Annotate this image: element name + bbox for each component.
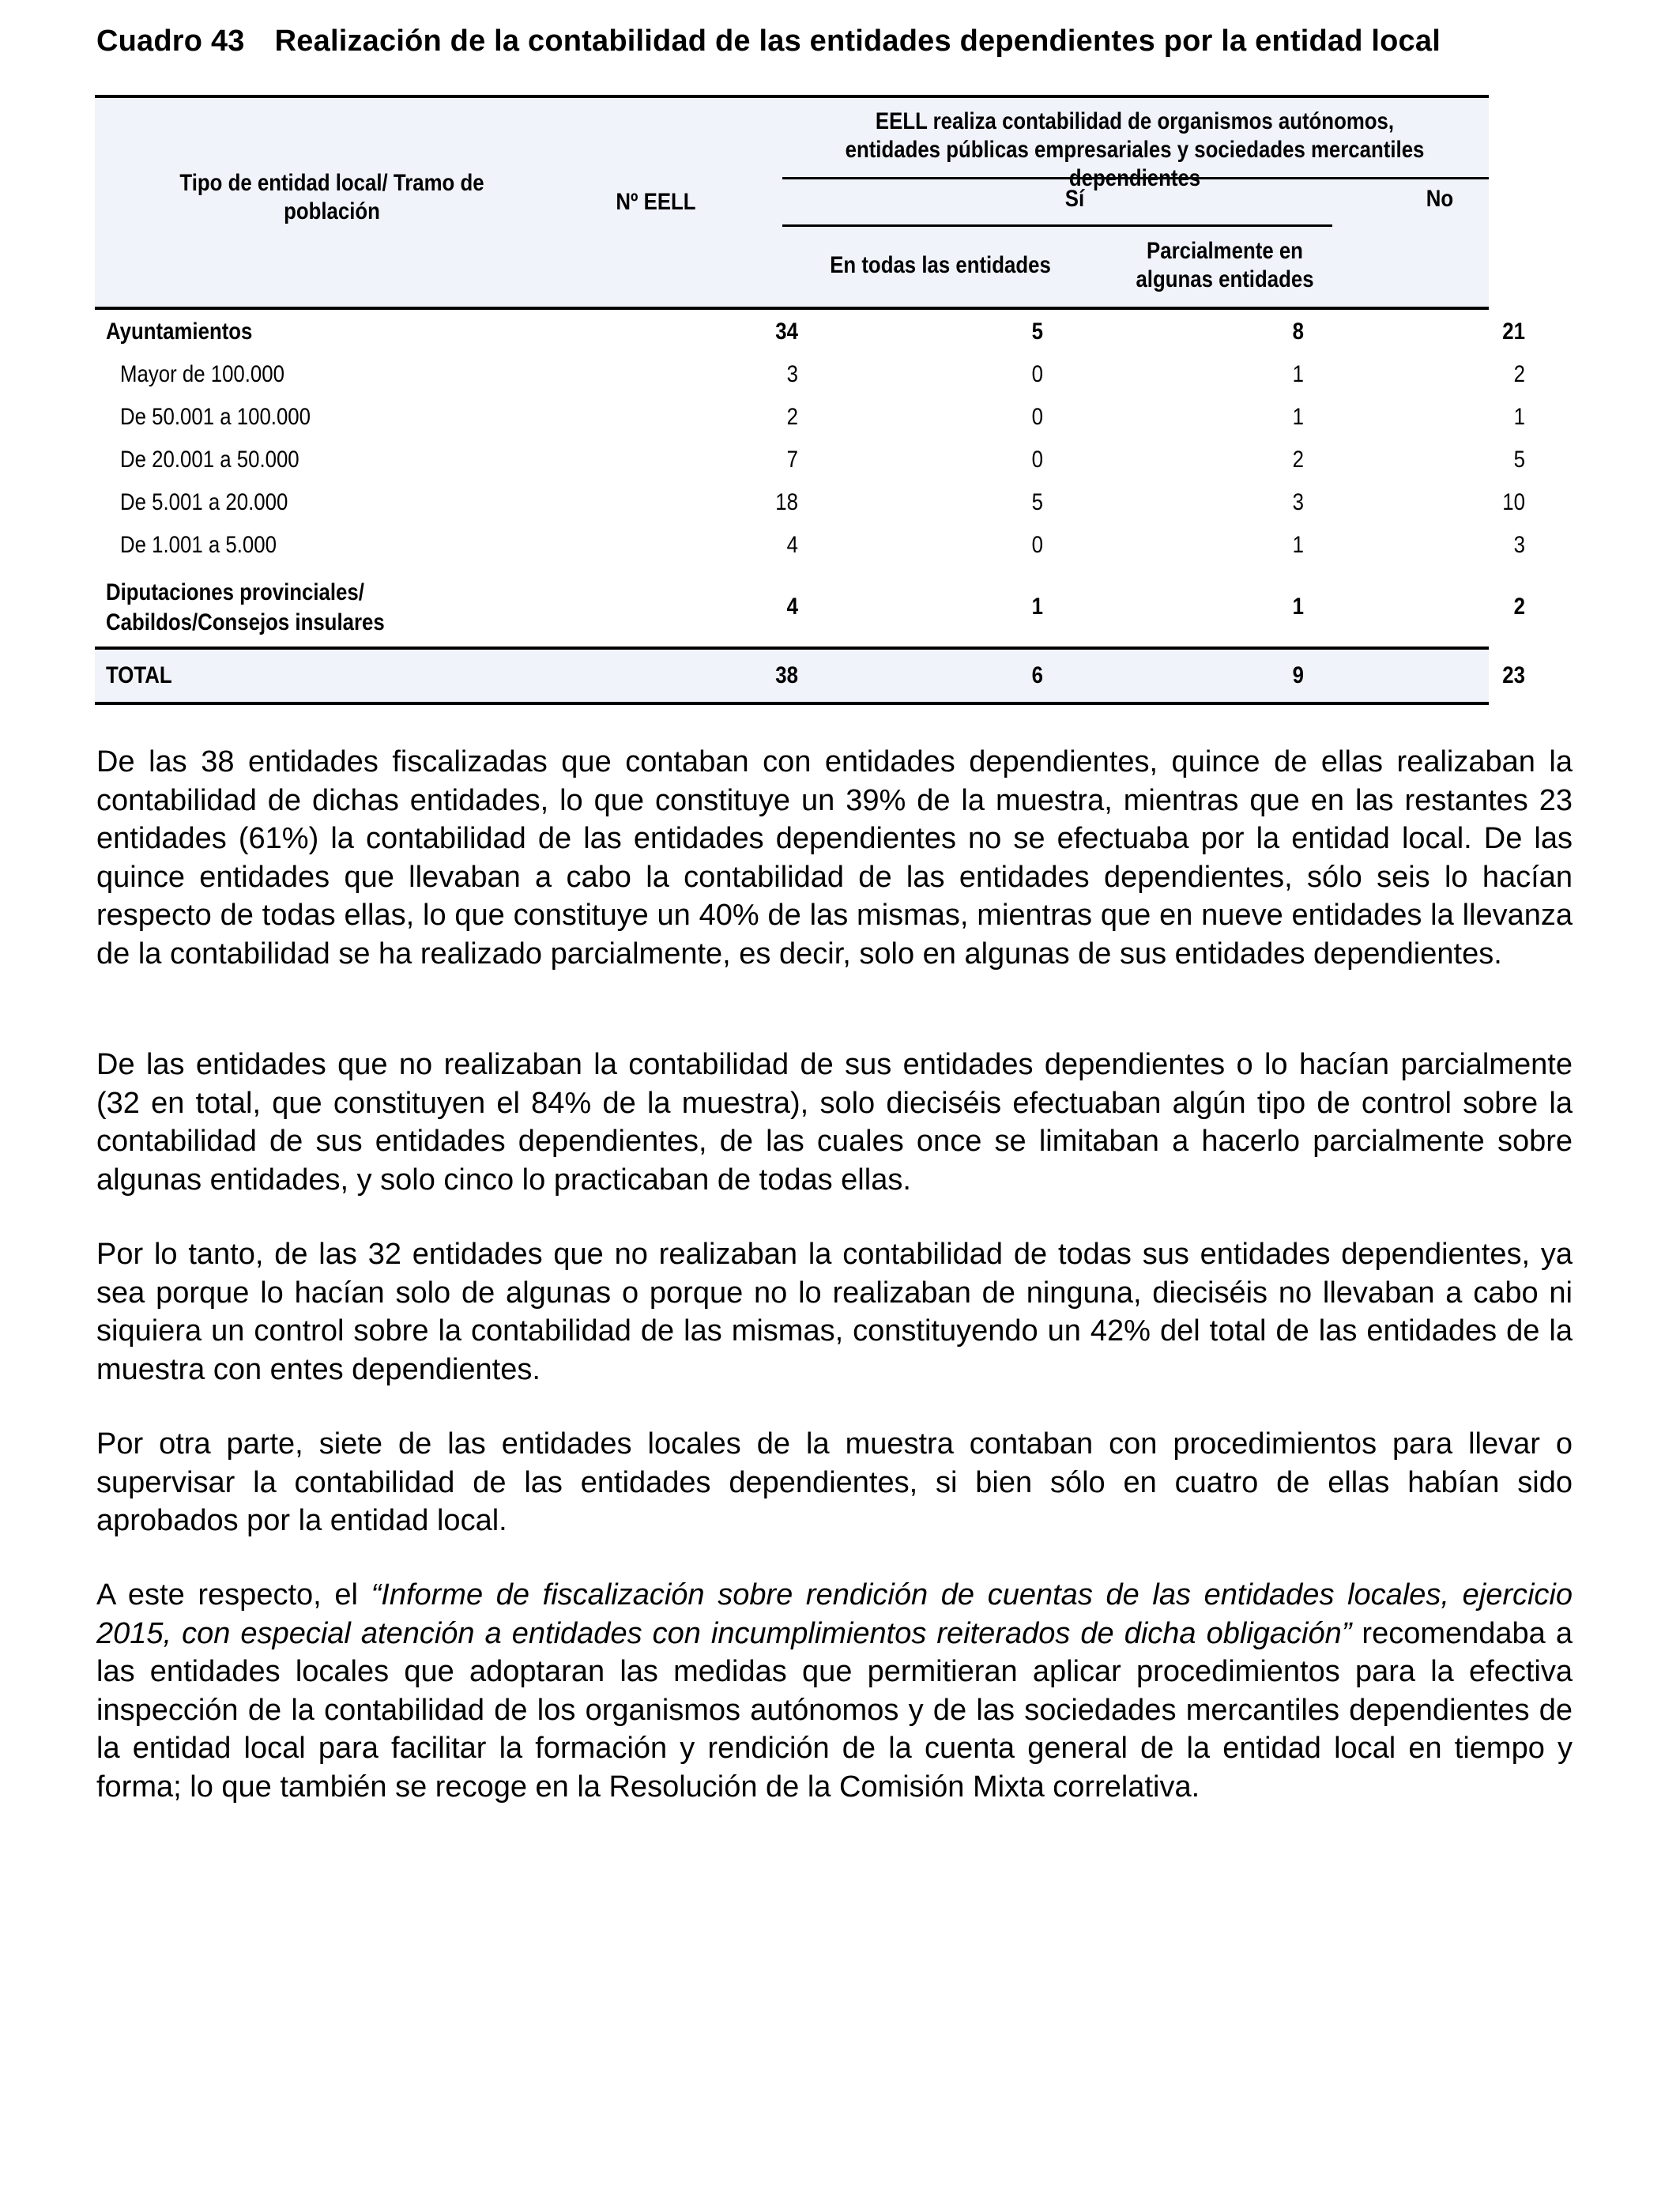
row-parcial: 8 (1292, 319, 1304, 345)
row-n: 34 (775, 319, 798, 345)
row-parcial: 1 (1292, 361, 1304, 387)
row-n: 7 (786, 447, 798, 473)
header-top-rule (95, 95, 1489, 98)
row-no: 10 (1502, 489, 1525, 515)
row-n: 4 (786, 594, 798, 620)
row-todas: 0 (1031, 361, 1043, 387)
paragraph-2: De las entidades que no realizaban la contabilidad de sus entidades dependientes o lo hacían parcialmente (32 en total, que constituyen el 84% de la muestra), solo dieciséis efectuaban algún tipo de control sobre la contabilidad de sus entidades dependientes, de las cuales once se limitaban a hacerlo parcialmente sobre algunas entidades, y solo cinco lo practicaban de todas ellas. (96, 1048, 1573, 1197)
report-title-citation: “Informe de fiscalización sobre rendición de cuentas de las entidades locales, ejercicio 2015, con especial atención a entidades con incumplimientos reiterados de dicha obligación” (96, 1578, 1573, 1650)
total-label: TOTAL (106, 662, 172, 688)
paragraph-3: Por lo tanto, de las 32 entidades que no realizaban la contabilidad de todas sus entidades dependientes, ya sea porque lo hacían solo de algunas o porque no lo realizaban de ninguna, dieciséis no llevaban a cabo ni siquiera un control sobre la contabilidad de las mismas, constituyendo un 42% del total de las entidades de la muestra con entes dependientes. (96, 1238, 1573, 1386)
paragraph-4: Por otra parte, siete de las entidades locales de la muestra contaban con procedimientos para llevar o supervisar la contabilidad de las entidades dependientes, si bien sólo en cuatro de ellas habían sido aprobados por la entidad local. (96, 1427, 1573, 1538)
table-caption (96, 21, 1582, 68)
total-no: 23 (1502, 662, 1525, 688)
paragraph-5 (96, 1576, 1573, 1807)
row-n: 2 (786, 404, 798, 430)
caption-number: Cuadro 43 (96, 25, 245, 58)
row-no: 3 (1513, 532, 1525, 558)
header-si: Sí (1064, 186, 1085, 212)
header-todas: En todas las entidades (830, 252, 1051, 278)
total-top-rule (95, 647, 1489, 650)
header-tipo: Tipo de entidad local/ Tramo de población (179, 170, 484, 224)
row-todas: 0 (1031, 447, 1043, 473)
header-n-eell: Nº EELL (616, 189, 696, 215)
row-todas: 5 (1031, 489, 1043, 515)
row-n: 18 (775, 489, 798, 515)
row-parcial: 1 (1292, 404, 1304, 430)
total-todas: 6 (1031, 662, 1043, 688)
row-label-line2: Cabildos/Consejos insulares (106, 609, 385, 635)
paragraph-5-rest: recomendaba a las entidades locales que adoptaran las medidas que permitieran aplicar procedimientos para la efectiva inspección de la contabilidad de los organismos autónomos y de las sociedades mercantiles dependientes de la entidad local para facilitar la formación y rendición de la cuenta general de la entidad local en tiempo y forma; lo que también se recoge en la Resolución de la Comisión Mixta correlativa. (96, 1616, 1573, 1804)
header-parcial: Parcialmente en algunas entidades (1136, 238, 1314, 292)
row-label-line1: Diputaciones provinciales/ (106, 579, 364, 605)
row-todas: 0 (1031, 404, 1043, 430)
row-no: 5 (1513, 447, 1525, 473)
row-label: De 50.001 a 100.000 (120, 404, 311, 430)
row-parcial: 1 (1292, 594, 1304, 620)
row-parcial: 2 (1292, 447, 1304, 473)
row-label: Mayor de 100.000 (120, 361, 284, 387)
header-no: No (1426, 186, 1454, 212)
row-no: 1 (1513, 404, 1525, 430)
row-label: De 20.001 a 50.000 (120, 447, 299, 473)
caption-title: Realización de la contabilidad de las entidades dependientes por la entidad local (274, 25, 1441, 58)
row-label: De 1.001 a 5.000 (120, 532, 277, 558)
row-todas: 5 (1031, 319, 1043, 345)
row-n: 3 (786, 361, 798, 387)
header-group: EELL realiza contabilidad de organismos autónomos, entidades públicas empresariales y sociedades mercantiles dependientes (845, 108, 1425, 191)
row-n: 4 (786, 532, 798, 558)
paragraph-5-intro: A este respecto, el (96, 1578, 371, 1612)
row-parcial: 1 (1292, 532, 1304, 558)
row-todas: 1 (1031, 594, 1043, 620)
row-todas: 0 (1031, 532, 1043, 558)
data-table (95, 95, 1525, 707)
row-label: Ayuntamientos (106, 319, 253, 345)
row-no: 2 (1513, 361, 1525, 387)
total-parcial: 9 (1292, 662, 1304, 688)
row-no: 2 (1513, 594, 1525, 620)
total-n: 38 (775, 662, 798, 688)
paragraph-1: De las 38 entidades fiscalizadas que contaban con entidades dependientes, quince de ellas realizaban la contabilidad de dichas entidades, lo que constituye un 39% de la muestra, mientras que en las restantes 23 entidades (61%) la contabilidad de las entidades dependientes no se efectuaba por la entidad local. De las quince entidades que llevaban a cabo la contabilidad de las entidades dependientes, sólo seis lo hacían respecto de todas ellas, lo que constituye un 40% de las mismas, mientras que en nueve entidades la llevanza de la contabilidad se ha realizado parcialmente, es decir, solo en algunas de sus entidades dependientes. (96, 745, 1573, 971)
row-label: De 5.001 a 20.000 (120, 489, 288, 515)
si-underline-rule (782, 224, 1332, 227)
row-no: 21 (1502, 319, 1525, 345)
total-bottom-rule (95, 702, 1489, 705)
header-bottom-rule (95, 307, 1489, 310)
row-parcial: 3 (1292, 489, 1304, 515)
